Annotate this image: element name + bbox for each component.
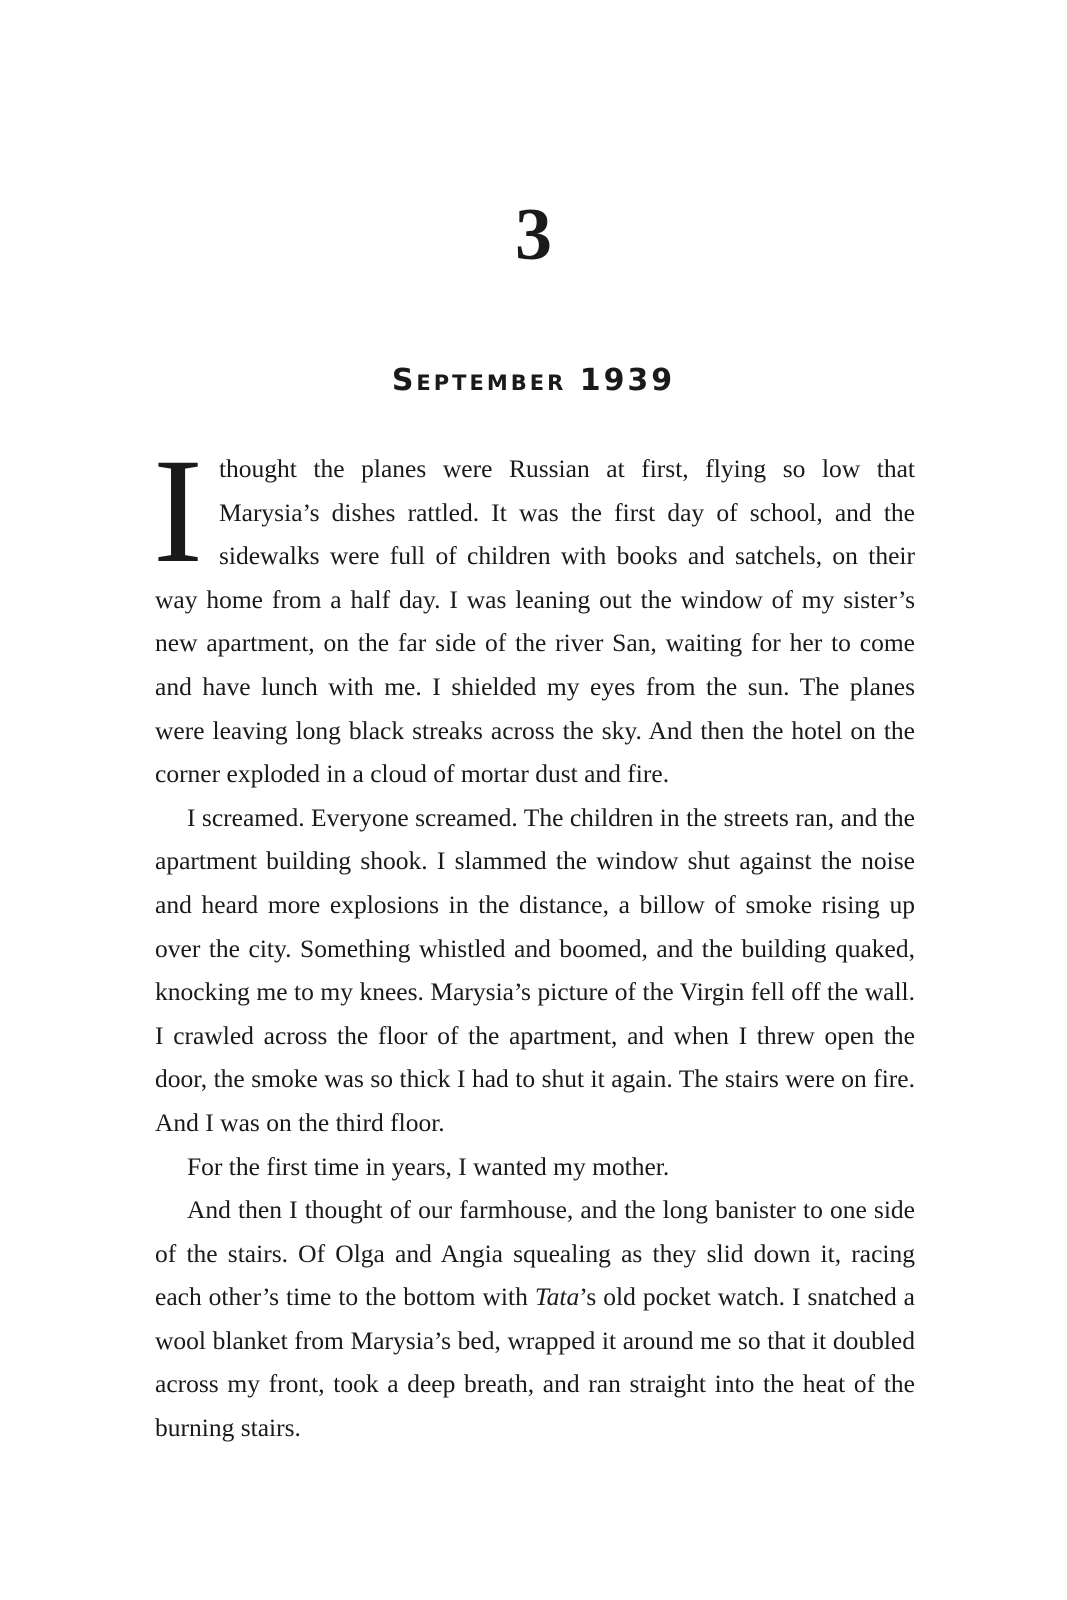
paragraph-4: [155, 1188, 915, 1450]
paragraph-3: For the first time in years, I wanted my mother.: [187, 1151, 670, 1181]
paragraph-4-text-after: ’s old pocket watch. I snatched a wool blanket from Marysia’s bed, wrapped it around me so that it doubled across my front, took a deep breath, and ran straight into the heat of the burning stairs.: [155, 1282, 915, 1443]
drop-cap: I: [153, 428, 203, 594]
paragraph-4-italic: Tata: [534, 1282, 580, 1312]
paragraph-4-text-before: And then I thought of our farmhouse, and the long banister to one side of the stairs. Of Olga and Angia squealing as they slid down it, racing each other’s time to the bottom with: [155, 1195, 915, 1312]
paragraph-1-text: thought the planes were Russian at first, flying so low that Marysia’s dishes rattled. It was the first day of school, and the sidewalks were full of children with books and satchels, on their way home from a half day. I was leaning out the window of my sister’s new apartment, on the far side of the river San, waiting for her to come and have lunch with me. I shielded my eyes from the sun. The planes were leaving long black streaks across the sky. And then the hotel on the corner exploded in a cloud of mortar dust and fire.: [155, 454, 915, 789]
chapter-number: 3: [515, 194, 552, 276]
paragraph-2: I screamed. Everyone screamed. The children in the streets ran, and the apartment building shook. I slammed the window shut against the noise and heard more explosions in the distance, a billow of smoke rising up over the city. Something whistled and boomed, and the building quaked, knocking me to my knees. Marysia’s picture of the Virgin fell off the wall. I crawled across the floor of the apartment, and when I threw open the door, the smoke was so thick I had to shut it again. The stairs were on fire. And I was on the third floor.: [155, 802, 915, 1137]
body-text: [153, 428, 915, 1450]
chapter-subtitle: September 1939: [391, 363, 676, 398]
paragraph-1: [153, 428, 915, 796]
